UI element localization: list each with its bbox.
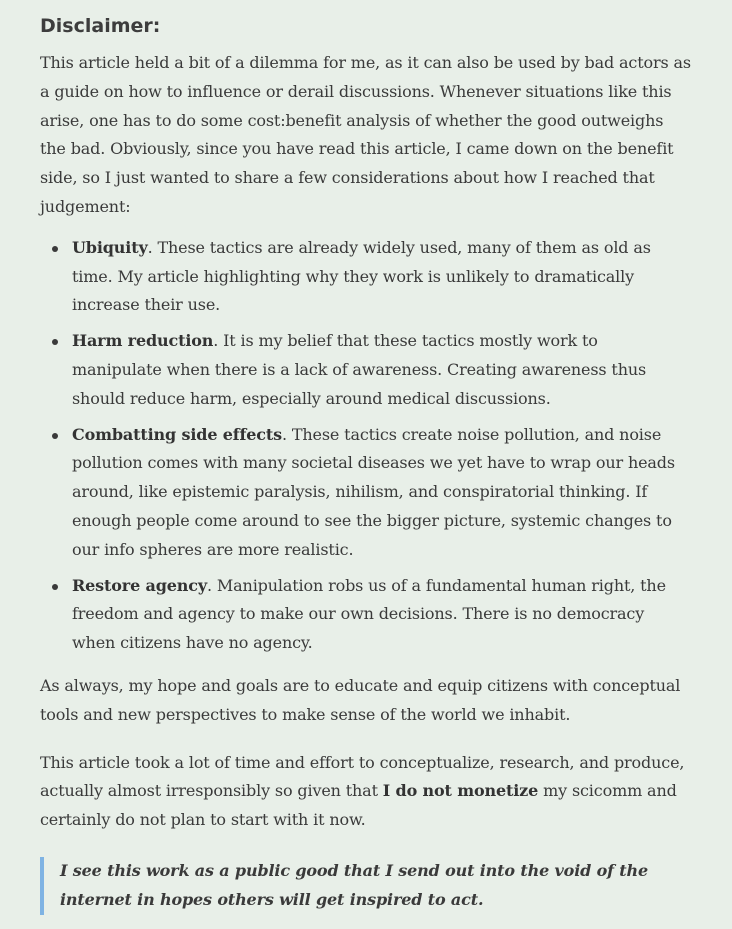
list-item-title: Restore agency — [72, 575, 208, 595]
effort-text-before: This article took a lot of time and effort to conceptualize, research, and produce, actually almost irresponsibly so given that — [40, 752, 685, 801]
public-good-blockquote: I see this work as a public good that I send out into the void of the internet in hopes others will get inspired to act. — [40, 857, 692, 915]
list-item-title: Combatting side effects — [72, 424, 282, 444]
list-item — [40, 234, 692, 320]
list-item — [40, 572, 692, 658]
bullet-dot-icon — [52, 584, 58, 590]
disclaimer-heading: Disclaimer: — [40, 15, 161, 37]
hope-paragraph: As always, my hope and goals are to educate and equip citizens with conceptual tools and new perspectives to make sense of the world we inhabit. — [40, 675, 681, 724]
list-item — [40, 327, 692, 413]
effort-paragraph — [40, 749, 692, 835]
considerations-list — [40, 234, 692, 658]
list-item-text: . These tactics create noise pollution, and noise pollution comes with many societal diseases we yet have to wrap our heads around, like epistemic paralysis, nihilism, and conspiratorial thinking. If enough people come around to see the bigger picture, systemic changes to our info spheres are more realistic. — [72, 424, 675, 559]
list-item-text: . It is my belief that these tactics mostly work to manipulate when there is a lack of awareness. Creating awareness thus should reduce harm, especially around medical discussions. — [72, 331, 647, 408]
bullet-dot-icon — [52, 433, 58, 439]
list-item-title: Harm reduction — [72, 331, 214, 351]
bullet-dot-icon — [52, 246, 58, 252]
bullet-dot-icon — [52, 339, 58, 345]
list-item — [40, 421, 692, 565]
no-monetize-emphasis: I do not monetize — [382, 781, 539, 801]
disclaimer-intro-paragraph: This article held a bit of a dilemma for me, as it can also be used by bad actors as a guide on how to influence or derail discussions. Whenever situations like this arise, one has to do some cost:benefit analysis of whether the good outweighs the bad. Obviously, since you have read this article, I came down on the benefit side, so I just wanted to share a few considerations about how I reached that judgement: — [40, 53, 691, 216]
list-item-text: . These tactics are already widely used, many of them as old as time. My article highlighting why they work is unlikely to dramatically increase their use. — [72, 237, 651, 315]
list-item-text: . Manipulation robs us of a fundamental human right, the freedom and agency to make our own decisions. There is no democracy when citizens have no agency. — [72, 575, 666, 653]
effort-text-after: my scicomm and certainly do not plan to start with it now. — [40, 781, 677, 830]
list-item-title: Ubiquity — [72, 237, 148, 257]
